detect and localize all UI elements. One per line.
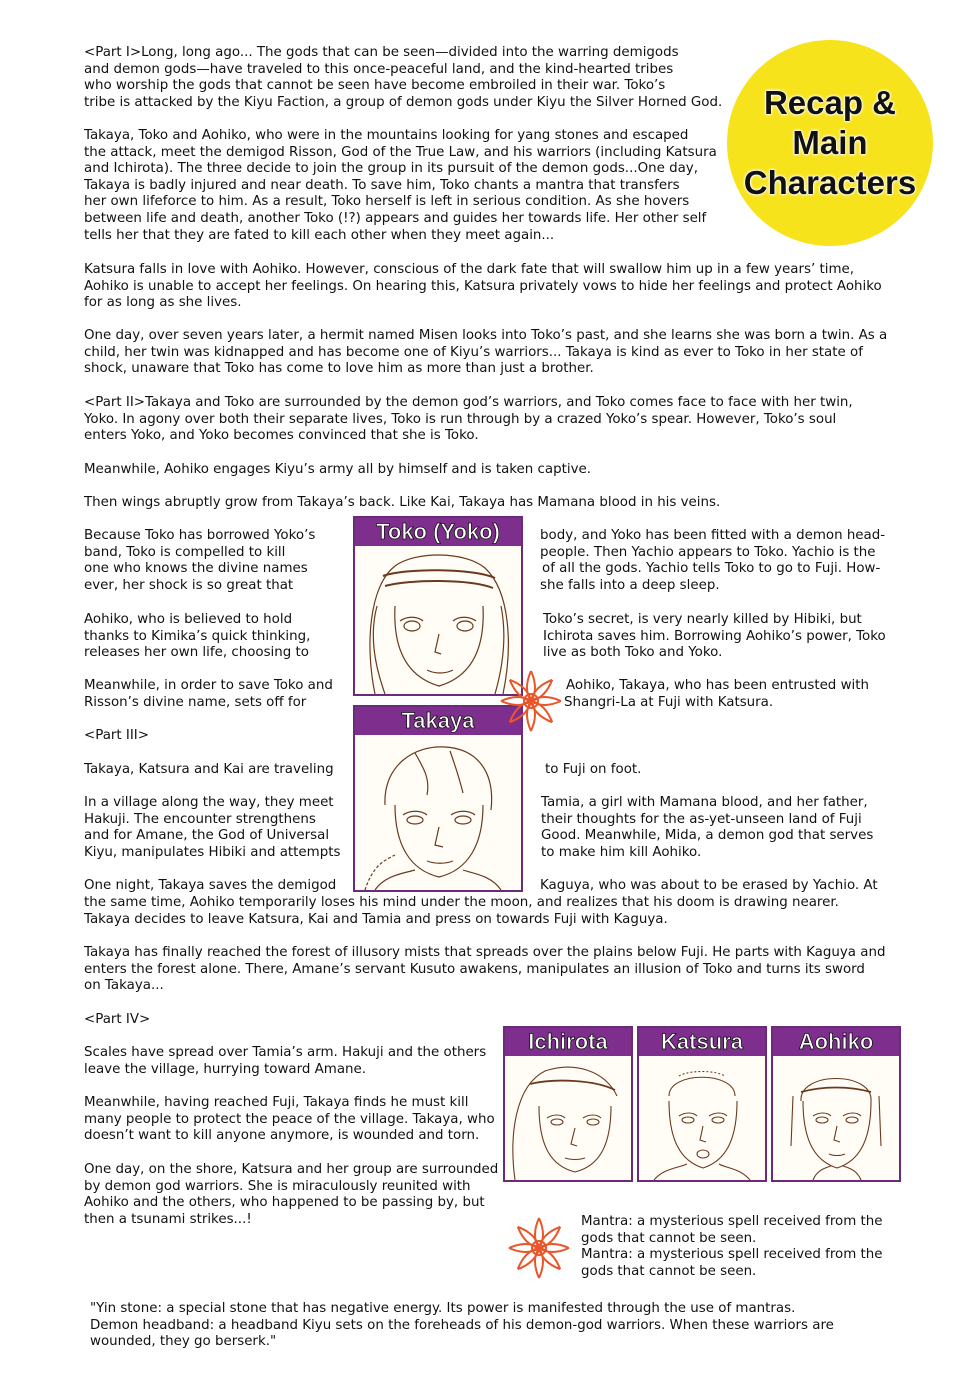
text-line: One day, over seven years later, a hermit named Misen looks into Toko’s past, and she learns she was born a twin. As a — [84, 328, 888, 343]
note-line: Mantra: a mysterious spell received from the — [581, 1247, 883, 1263]
split-left-1 — [84, 528, 354, 594]
note-line: Mantra: a mysterious spell received from the — [581, 1214, 883, 1229]
quote-line: wounded, they go berserk." — [90, 1334, 277, 1350]
text-line: releases her own life, choosing to — [84, 645, 309, 661]
part4-p1 — [84, 1045, 504, 1078]
text-line: doesn’t want to kill anyone anymore, is wounded and torn. — [84, 1128, 480, 1144]
split-left-2 — [84, 612, 354, 662]
text-line: Then wings abruptly grow from Takaya’s back. Like Kai, Takaya has Mamana blood in his veins. — [84, 495, 721, 510]
nameplate-aohiko: Aohiko — [773, 1028, 899, 1056]
text-line: enters the forest alone. There, Amane’s servant Kusuto awakens, manipulates an illusion of Toko and turns its sword — [84, 961, 865, 977]
wings-paragraph — [84, 495, 904, 512]
split-right-1 — [540, 528, 920, 594]
quote-line: Demon headband: a headband Kiyu sets on the foreheads of his demon-god warriors. When these warriors are — [90, 1317, 834, 1333]
text-line: people. Then Yachio appears to Toko. Yachio is the — [540, 544, 876, 560]
glossary-quote — [90, 1301, 910, 1351]
text-line: Takaya is badly injured and near death. To save him, Toko chants a mantra that transfers — [84, 177, 680, 193]
text-line: between life and death, another Toko (!?) appears and guides her towards life. Her other self — [84, 210, 707, 226]
text-line: to make him kill Aohiko. — [541, 844, 702, 860]
text-line: Toko’s secret, is very nearly killed by Hibiki, but — [543, 612, 862, 627]
text-line: live as both Toko and Yoko. — [543, 645, 723, 661]
text-line: Aohiko and the others, who happened to be passing by, but — [84, 1195, 485, 1211]
flower-ornament-2 — [505, 1214, 573, 1282]
text-line: the same time, Aohiko temporarily loses his mind under the moon, and realizes that his doom is drawing nearer. — [84, 895, 839, 910]
part1-escape — [84, 128, 904, 244]
text-line: Takaya decides to leave Katsura, Kai and Tamia and press on towards Fuji with Kaguya. — [84, 911, 668, 927]
text-line: In a village along the way, they meet — [84, 795, 334, 810]
split-left-3 — [84, 678, 354, 711]
badge-line-2: Main — [792, 124, 868, 161]
nameplate-ichirota: Ichirota — [505, 1028, 631, 1056]
text-line: tells her that they are fated to kill each other when they meet again... — [84, 227, 555, 243]
kaguya-paragraph-rest — [84, 895, 904, 928]
text-line: many people to protect the peace of the village. Takaya, who — [84, 1111, 495, 1127]
split-right-2 — [543, 612, 923, 662]
text-line: Katsura falls in love with Aohiko. However, conscious of the dark fate that will swallow him up in a few years’ time, — [84, 262, 854, 277]
text-line: and Ichirota). The three decide to join the group in its pursuit of the demon gods...One day, — [84, 161, 698, 177]
text-line: her own lifeforce to him. As a result, Toko herself is left in serious condition. As she hovers — [84, 194, 690, 210]
split-right-6: Kaguya, who was about to be erased by Yachio. At — [540, 878, 878, 893]
text-line: body, and Yoko has been fitted with a demon head- — [540, 528, 886, 543]
text-line: child, her twin was kidnapped and has become one of Kiyu’s warriors... Takaya is kind as ever to Toko in her state of — [84, 344, 863, 360]
text-line: and demon gods—have traveled to this once-peaceful land, and the kind-hearted tribes — [84, 61, 674, 77]
portrait-ichirota — [503, 1026, 633, 1182]
part4-p3 — [84, 1162, 504, 1228]
nameplate-toko: Toko (Yoko) — [355, 518, 521, 546]
text-line: Tamia, a girl with Mamana blood, and her father, — [541, 795, 868, 810]
text-line: thanks to Kimika’s quick thinking, — [84, 628, 311, 644]
split-right-5 — [541, 795, 921, 861]
nameplate-takaya: Takaya — [355, 707, 521, 735]
text-line: she falls into a deep sleep. — [540, 577, 720, 593]
text-line: and for Amane, the God of Universal — [84, 828, 330, 844]
katsura-paragraph — [84, 262, 904, 312]
text-line: enters Yoko, and Yoko becomes convinced that she is Toko. — [84, 428, 479, 444]
forest-paragraph — [84, 945, 904, 995]
text-line: of all the gods. Yachio tells Toko to go to Fuji. How- — [542, 561, 881, 577]
text-line: <Part I>Long, long ago... The gods that can be seen—divided into the warring demigods — [84, 45, 679, 60]
text-line: Kiyu, manipulates Hibiki and attempts — [84, 844, 341, 860]
nameplate-katsura: Katsura — [639, 1028, 765, 1056]
split-right-3 — [566, 678, 946, 711]
flower-ornament-1 — [498, 668, 564, 734]
text-line: Risson’s divine name, sets off for — [84, 694, 307, 710]
text-line: their thoughts for the as-yet-unseen land of Fuji — [541, 811, 862, 827]
text-line: Yoko. In agony over both their separate lives, Toko is run through by a crazed Yoko’s spear. However, Toko’s soul — [84, 411, 837, 427]
text-line: band, Toko is compelled to kill — [84, 544, 286, 560]
portrait-katsura — [637, 1026, 767, 1182]
text-line: on Takaya... — [84, 978, 164, 994]
text-line: Takaya has finally reached the forest of illusory mists that spreads over the plains below Fuji. He parts with Kaguya and — [84, 945, 886, 960]
text-line: for as long as she lives. — [84, 295, 242, 311]
split-left-4: Takaya, Katsura and Kai are traveling — [84, 762, 334, 777]
text-line: by demon god warriors. She is miraculously reunited with — [84, 1178, 471, 1194]
aohiko-captive-paragraph — [84, 462, 904, 479]
split-right-4: to Fuji on foot. — [545, 762, 642, 777]
text-line: Hakuji. The encounter strengthens — [84, 811, 316, 827]
takaya-face-illustration — [355, 735, 521, 890]
split-left-5 — [84, 795, 354, 861]
text-line: Aohiko, who is believed to hold — [84, 612, 293, 627]
ichirota-face-illustration — [505, 1056, 631, 1180]
text-line: Shangri-La at Fuji with Katsura. — [564, 694, 774, 710]
aohiko-face-illustration — [773, 1056, 899, 1180]
text-line: Meanwhile, having reached Fuji, Takaya finds he must kill — [84, 1095, 469, 1110]
text-line: the attack, meet the demigod Risson, God of the True Law, and his warriors (including Katsura — [84, 144, 717, 160]
text-line: then a tsunami strikes...! — [84, 1211, 252, 1227]
part3-label: <Part III> — [84, 728, 149, 743]
text-line: tribe is attacked by the Kiyu Faction, a group of demon gods under Kiyu the Silver Horned God. — [84, 94, 723, 110]
part2-paragraph — [84, 395, 904, 445]
note-line: gods that cannot be seen. — [581, 1230, 757, 1246]
text-line: Ichirota saves him. Borrowing Aohiko’s power, Toko — [543, 628, 886, 644]
portrait-aohiko — [771, 1026, 901, 1182]
text-line: Good. Meanwhile, Mida, a demon god that serves — [541, 828, 874, 844]
text-line: Aohiko, Takaya, who has been entrusted with — [566, 678, 869, 693]
text-line: Takaya, Toko and Aohiko, who were in the mountains looking for yang stones and escaped — [84, 128, 689, 143]
badge-line-1: Recap & — [763, 84, 897, 121]
text-line: <Part II>Takaya and Toko are surrounded by the demon god’s warriors, and Toko comes face to face with her twin, — [84, 395, 853, 410]
text-line: ever, her shock is so great that — [84, 577, 294, 593]
text-line: Because Toko has borrowed Yoko’s — [84, 528, 316, 543]
text-line: one who knows the divine names — [84, 561, 308, 577]
split-left-6: One night, Takaya saves the demigod — [84, 878, 337, 893]
mantra-notes — [581, 1214, 911, 1280]
katsura-face-illustration — [639, 1056, 765, 1180]
text-line: leave the village, hurrying toward Amane. — [84, 1061, 367, 1077]
part4-p2 — [84, 1095, 504, 1145]
text-line: shock, unaware that Toko has come to love him as more than just a brother. — [84, 361, 594, 377]
text-line: Aohiko is unable to accept her feelings. On hearing this, Katsura privately vows to hide her feelings and protect Aohiko — [84, 278, 882, 294]
text-line: who worship the gods that cannot be seen have become embroiled in their war. Toko’s — [84, 78, 666, 94]
text-line: Meanwhile, in order to save Toko and — [84, 678, 333, 693]
note-line: gods that cannot be seen. — [581, 1263, 757, 1279]
text-line: One day, on the shore, Katsura and her group are surrounded — [84, 1162, 499, 1177]
badge-line-3: Characters — [743, 164, 917, 201]
part4-label: <Part IV> — [84, 1012, 151, 1027]
text-line: Meanwhile, Aohiko engages Kiyu’s army all by himself and is taken captive. — [84, 462, 591, 477]
part1-intro — [84, 45, 904, 111]
text-line: Scales have spread over Tamia’s arm. Hakuji and the others — [84, 1045, 487, 1060]
misen-paragraph — [84, 328, 904, 378]
toko-face-illustration — [355, 546, 521, 694]
quote-line: "Yin stone: a special stone that has negative energy. Its power is manifested through the use of mantras. — [90, 1301, 796, 1316]
